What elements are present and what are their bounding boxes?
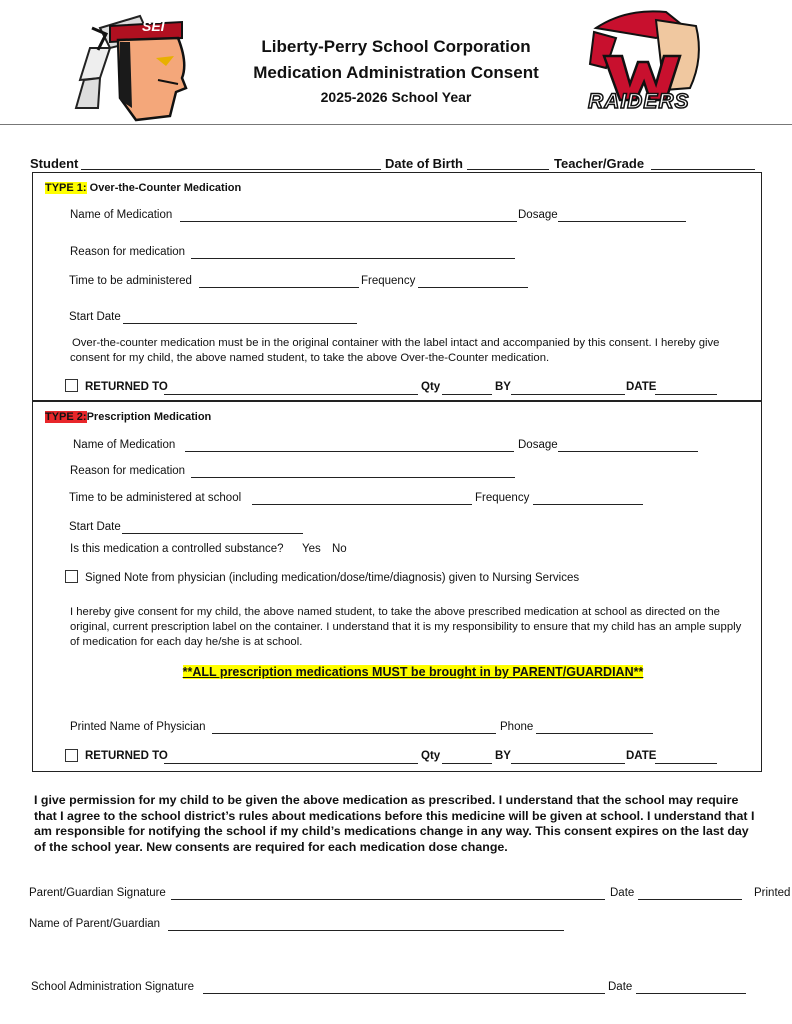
t1-returned-checkbox[interactable] (65, 379, 78, 392)
t1-qty-field[interactable] (442, 380, 492, 395)
type2-title: Prescription Medication (86, 411, 212, 423)
t2-start-label: Start Date (69, 521, 121, 533)
form-title: Medication Administration Consent (253, 63, 539, 82)
printed-label: Printed (754, 887, 791, 899)
t1-notice: Over-the-counter medication must be in the original container with the label intact and accompanied by this consent. I hereby give consent for my child, the above named student, to take the above Over-the-Counter medication. (70, 337, 720, 364)
t2-by-field[interactable] (511, 749, 625, 764)
t2-date-label: DATE (626, 750, 657, 762)
t1-by-label: BY (495, 381, 511, 393)
t2-physician-label: Printed Name of Physician (70, 721, 206, 733)
parent-date-field[interactable] (638, 885, 742, 900)
t1-frequency-field[interactable] (418, 273, 528, 288)
t1-qty-label: Qty (421, 381, 441, 393)
dob-field[interactable] (467, 155, 549, 170)
t2-consent-text: I hereby give consent for my child, the above named student, to take the above prescribed medication at school as directed on the original, current prescription label on the container. I understand that it is my responsibility to ensure that my child has an ample supply of medication for each day he/she is at school. (70, 606, 742, 648)
student-label: Student (30, 156, 79, 171)
t2-reason-label: Reason for medication (70, 465, 186, 477)
t2-frequency-label: Frequency (475, 492, 530, 504)
t1-name-label: Name of Medication (70, 209, 173, 221)
t2-returned-checkbox[interactable] (65, 749, 78, 762)
t2-returned-field[interactable] (164, 749, 418, 764)
t2-name-field[interactable] (185, 437, 514, 452)
t1-returned-field[interactable] (164, 380, 418, 395)
t2-phone-field[interactable] (536, 719, 653, 734)
t2-frequency-field[interactable] (533, 490, 643, 505)
parent-signature-field[interactable] (171, 885, 605, 900)
t2-dosage-field[interactable] (558, 437, 698, 452)
right-logo-text: RAIDERS (588, 90, 690, 113)
t1-frequency-label: Frequency (361, 275, 416, 287)
t2-warning-text: **ALL prescription medications MUST be brought in by PARENT/GUARDIAN** (182, 665, 644, 679)
t2-date-field[interactable] (655, 749, 717, 764)
t1-start-field[interactable] (123, 309, 357, 324)
t2-reason-field[interactable] (191, 463, 515, 478)
t1-date-label: DATE (626, 381, 657, 393)
t1-name-field[interactable] (180, 207, 517, 222)
parent-signature-label: Parent/Guardian Signature (29, 887, 166, 899)
type1-tag: TYPE 1: (45, 182, 87, 194)
t2-physician-field[interactable] (212, 719, 496, 734)
t1-returned-label: RETURNED TO (85, 381, 168, 393)
t2-signed-note-checkbox[interactable] (65, 570, 78, 583)
t1-start-label: Start Date (69, 311, 121, 323)
t2-name-label: Name of Medication (73, 439, 176, 451)
t2-signed-note-label: Signed Note from physician (including medication/dose/time/diagnosis) given to Nursing Services (85, 572, 580, 584)
left-logo-text: SEI (142, 18, 165, 34)
parent-name-label: Name of Parent/Guardian (29, 918, 161, 930)
school-signature-field[interactable] (203, 979, 605, 994)
school-year: 2025-2026 School Year (320, 89, 472, 105)
type2-tag: TYPE 2: (45, 411, 87, 423)
student-field[interactable] (81, 155, 381, 170)
t2-qty-field[interactable] (442, 749, 492, 764)
t1-dosage-label: Dosage (518, 209, 558, 221)
t2-start-field[interactable] (122, 519, 303, 534)
type2-section (32, 400, 762, 772)
t1-time-field[interactable] (199, 273, 359, 288)
parent-name-field[interactable] (168, 916, 564, 931)
t2-controlled-yes[interactable]: Yes (302, 543, 321, 555)
teacher-grade-field[interactable] (651, 155, 755, 170)
type2-heading (45, 411, 211, 423)
school-date-label: Date (608, 981, 633, 993)
teacher-grade-label: Teacher/Grade (554, 156, 645, 171)
t2-qty-label: Qty (421, 750, 441, 762)
t1-reason-field[interactable] (191, 244, 515, 259)
t1-by-field[interactable] (511, 380, 625, 395)
t2-returned-label: RETURNED TO (85, 750, 168, 762)
dob-label: Date of Birth (385, 156, 463, 171)
school-signature-label: School Administration Signature (31, 981, 195, 993)
t2-phone-label: Phone (500, 721, 534, 733)
type1-title: Over-the-Counter Medication (89, 182, 242, 194)
type1-heading (45, 182, 241, 194)
school-date-field[interactable] (636, 979, 746, 994)
t1-time-label: Time to be administered (69, 275, 192, 287)
header-divider (0, 124, 792, 125)
t1-dosage-field[interactable] (558, 207, 686, 222)
t1-reason-label: Reason for medication (70, 246, 186, 258)
t2-time-label: Time to be administered at school (69, 492, 242, 504)
t2-by-label: BY (495, 750, 511, 762)
t2-warning (0, 663, 792, 681)
parent-date-label: Date (610, 887, 635, 899)
t2-time-field[interactable] (252, 490, 472, 505)
t2-controlled-question: Is this medication a controlled substance? (70, 543, 284, 555)
t2-controlled-no[interactable]: No (332, 543, 347, 555)
permission-statement: I give permission for my child to be given the above medication as prescribed. I understand that the school may require that I agree to the school district’s rules about medications before this medicine will be given at school. I understand that I am responsible for notifying the school if my child’s medications change in any way. This consent expires on the last day of the school year. New consents are required for each medication dose change. (34, 793, 755, 854)
t1-date-field[interactable] (655, 380, 717, 395)
t2-dosage-label: Dosage (518, 439, 558, 451)
right-logo (586, 8, 708, 120)
org-name: Liberty-Perry School Corporation (261, 37, 531, 56)
